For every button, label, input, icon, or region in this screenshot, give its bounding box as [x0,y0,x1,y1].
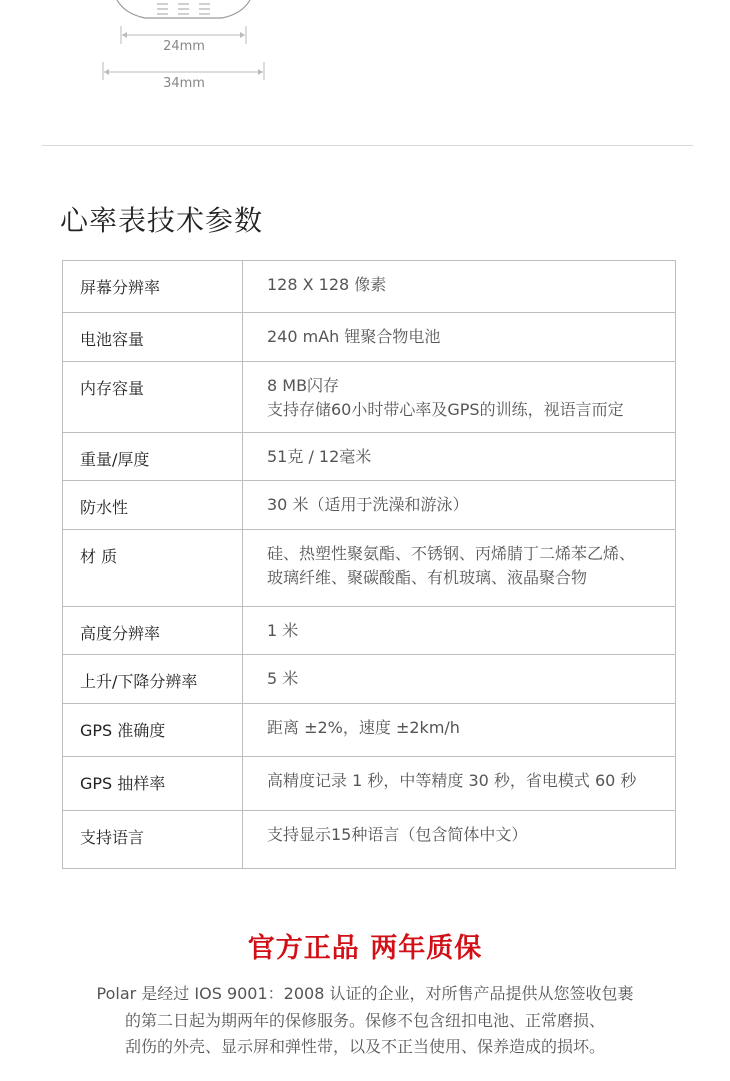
spec-key [63,757,243,811]
spec-value [243,704,676,757]
spec-value-line: 硅、热塑性聚氨酯、不锈钢、丙烯腈丁二烯苯乙烯、 [267,544,636,563]
spec-value [243,607,676,655]
spec-key [63,481,243,530]
spec-key-text: 重量/厚度 [80,450,150,469]
spec-value [243,362,676,433]
specs-table [62,260,676,869]
spec-key [63,261,243,313]
spec-value [243,433,676,481]
spec-value [243,313,676,362]
spec-value-line: 1 米 [267,621,299,640]
spec-value [243,481,676,530]
spec-value [243,811,676,869]
spec-key-text: GPS 抽样率 [80,774,166,793]
spec-row [63,530,676,607]
spec-key [63,607,243,655]
spec-value-line: 240 mAh 锂聚合物电池 [267,327,441,346]
spec-key [63,362,243,433]
spec-value-line: 5 米 [267,669,299,688]
spec-value-line: 30 米（适用于洗澡和游泳） [267,495,469,514]
spec-value-line: 支持存储60小时带心率及GPS的训练，视语言而定 [267,400,624,419]
outer-width-label: 34mm [163,76,205,91]
spec-value-line: 支持显示15种语言（包含简体中文） [267,825,528,844]
spec-value-line: 8 MB闪存 [267,376,340,395]
guarantee-title: 官方正品 两年质保 [247,933,483,964]
spec-key [63,704,243,757]
inner-width-label: 24mm [163,39,205,54]
spec-row [63,704,676,757]
spec-key [63,655,243,704]
spec-row [63,655,676,704]
spec-key [63,313,243,362]
dimension-drawing [0,0,730,110]
spec-key [63,811,243,869]
spec-value-line: 玻璃纤维、聚碳酸酯、有机玻璃、液晶聚合物 [267,568,588,587]
spec-value-line: 高精度记录 1 秒，中等精度 30 秒，省电模式 60 秒 [267,771,637,790]
spec-row [63,261,676,313]
spec-row [63,433,676,481]
spec-key-text: 屏幕分辨率 [80,278,161,297]
guarantee-line: 的第二日起为期两年的保修服务。保修不包含纽扣电池、正常磨损、 [124,1010,605,1030]
spec-key-text: 防水性 [80,498,129,517]
spec-key-text: 支持语言 [80,828,145,847]
spec-key-text: 电池容量 [80,330,145,349]
spec-row [63,313,676,362]
section-divider [42,145,693,146]
spec-value-line: 距离 ±2%，速度 ±2km/h [267,718,460,737]
guarantee-line: Polar 是经过 IOS 9001：2008 认证的企业，对所售产品提供从您签收包裹 [96,984,634,1003]
spec-key [63,433,243,481]
spec-value-line: 128 X 128 像素 [267,275,387,294]
spec-value [243,655,676,704]
spec-key-text: GPS 准确度 [80,721,166,740]
spec-row [63,607,676,655]
spec-value [243,261,676,313]
spec-row [63,811,676,869]
spec-key [63,530,243,607]
spec-key-text: 上升/下降分辨率 [80,672,198,691]
spec-row [63,757,676,811]
specs-title: 心率表技术参数 [60,204,264,237]
guarantee-line: 刮伤的外壳、显示屏和弹性带，以及不正当使用、保养造成的损坏。 [124,1037,605,1056]
spec-key-text: 内存容量 [80,379,145,398]
spec-key-text: 材 质 [80,547,118,566]
spec-value [243,757,676,811]
spec-row [63,481,676,530]
spec-key-text: 高度分辨率 [80,624,161,643]
spec-row [63,362,676,433]
guarantee-text [0,981,730,1061]
spec-value [243,530,676,607]
spec-value-line: 51克 / 12毫米 [267,447,372,466]
